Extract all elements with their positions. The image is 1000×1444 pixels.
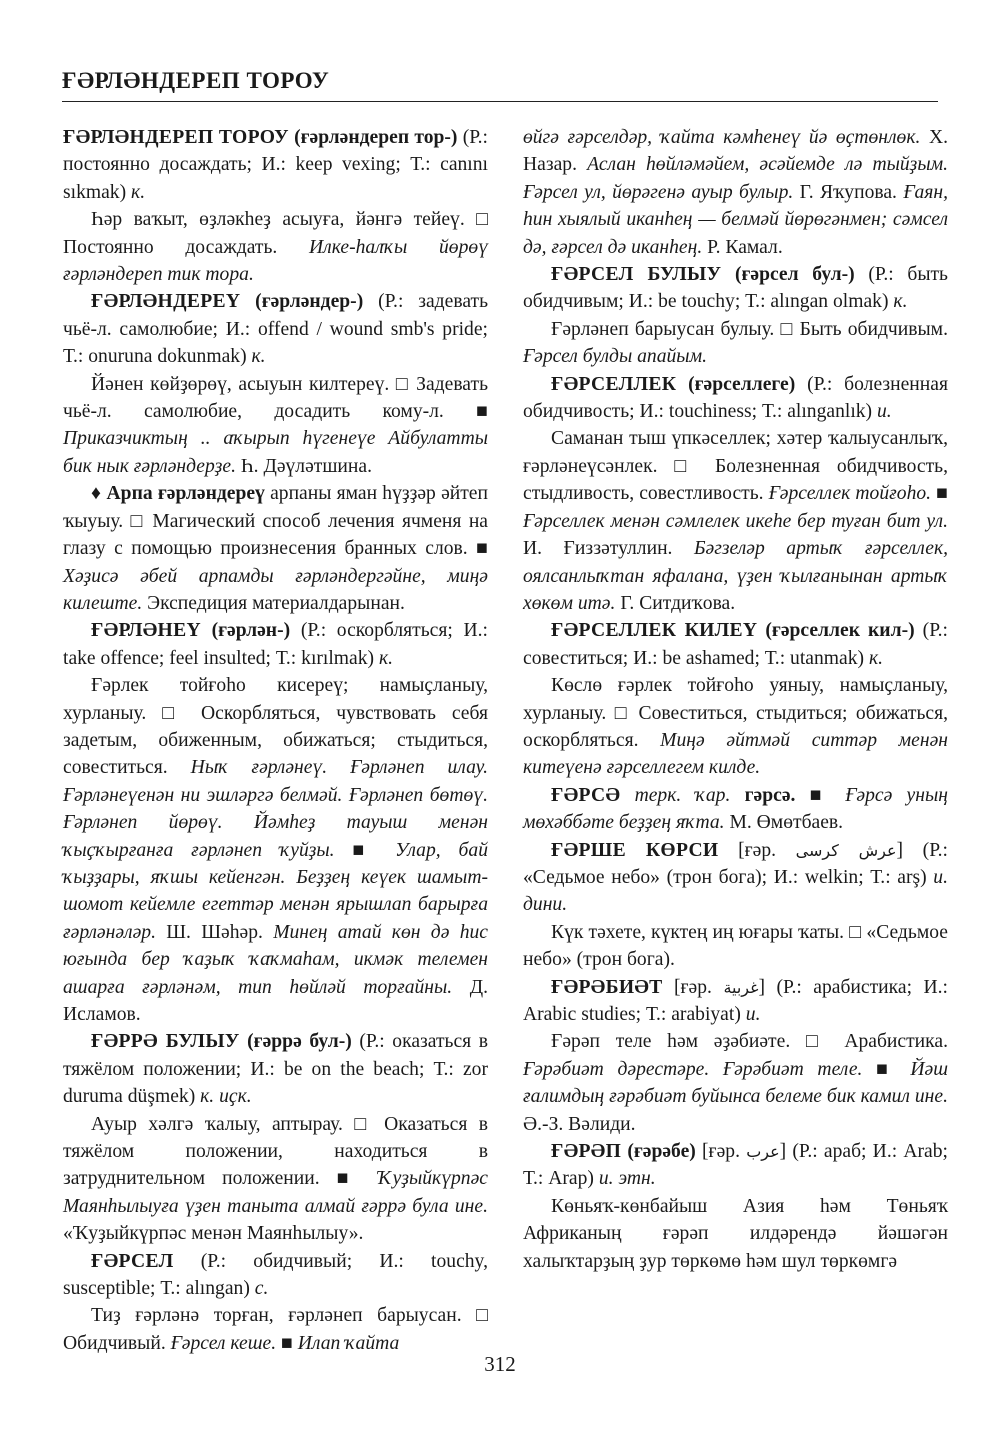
russian-definition: Быть обидчивым.: [799, 318, 948, 340]
headword: ҒӘРШЕ КӨРСИ: [551, 839, 719, 861]
grammar-label: к.: [868, 647, 884, 669]
etymology: [738, 840, 903, 861]
cross-reference: гәрсә.: [744, 784, 796, 806]
square-marker: □: [674, 455, 699, 477]
headword: ҒӘРСӘ: [551, 784, 621, 806]
etymology-close: ]: [779, 1141, 787, 1163]
source: Ә.-З. Вәлиди.: [523, 1113, 636, 1135]
example: Илке-һалҡы йөрөү ғәрләндереп тик тора.: [63, 236, 488, 286]
entry-garlandirep-torou: [63, 124, 488, 206]
translations: (Р.: араб; И.: Arab; Т.: Arap): [523, 1141, 948, 1190]
entry-garsa: [523, 782, 948, 837]
black-square-marker: ■: [352, 839, 378, 861]
headword: ҒӘРЛӘНДЕРЕП ТОРОУ: [63, 127, 289, 148]
definition-block: [523, 1028, 948, 1138]
headword: ҒӘРСЕЛЛЕК КИЛЕҮ: [551, 620, 758, 642]
translations: (Р.: постоянно досаждать; И.: keep vexing; Т.: canını sıkmak): [63, 127, 489, 203]
source: Х. Назар.: [523, 127, 948, 176]
grammar-label: к. иҫк.: [200, 1086, 252, 1108]
source: Г. Яҡупова.: [799, 181, 897, 203]
headword: ҒӘРСЕЛ: [91, 1250, 174, 1272]
translations: (Р.: совеститься; И.: be ashamed; Т.: utanmak): [523, 620, 948, 669]
square-marker: □: [805, 1031, 829, 1053]
etymology-close: ]: [758, 976, 766, 998]
source: Ш. Шәһәр.: [166, 921, 263, 943]
translations: (Р.: болезненная обидчивость; И.: touchiness; Т.: alınganlık): [523, 373, 948, 423]
etymology: [674, 977, 765, 998]
definition: Ауыр хәлгә ҡалыу, аптырау.: [91, 1113, 343, 1135]
definition: Һәр ваҡыт, өҙләкһеҙ асыуға, йәнгә тейеү.: [91, 209, 465, 231]
black-square-marker: ■: [876, 1058, 897, 1080]
black-square-marker: ■: [336, 1168, 361, 1190]
black-square-marker: ■: [476, 401, 488, 423]
definition: Ғәрәп теле һәм әҙәбиәте.: [551, 1031, 791, 1053]
etymology: [702, 1141, 786, 1162]
example: Ғәрсә уның мөхәббәте беҙҙең яҡта.: [523, 784, 948, 834]
headword-form: (ғәрлән-): [211, 620, 291, 642]
example: Бәгзеләр артыҡ ғәрселлек, оялсанлыҡтан яфалана, үҙен ҡылғанынан артыҡ хөкөм итә.: [523, 538, 949, 614]
headword-form: (ғәрләндер-): [255, 291, 364, 313]
example: Приказчиктың .. аҡырып һүгенеүе Айбулатты бик нык ғәрләндерҙе.: [63, 428, 488, 477]
square-marker: □: [162, 702, 186, 724]
source: Һ. Дәүләтшина.: [240, 455, 373, 477]
etymology-close: ]: [896, 839, 904, 861]
example: Хәҙисә әбей арпамды ғәрләндергәйне, миңә килеште.: [63, 565, 488, 614]
headword: ҒӘРЛӘНЕҮ: [91, 620, 201, 642]
definition: Ғәрлек тойғоһо кисереү; намыҫланыу, хурланыу.: [63, 675, 488, 724]
translations: (Р.: задевать чьё-л. самолюбие; И.: offend / wound smb's pride; Т.: onuruna dokunmak): [63, 291, 489, 368]
diamond-marker: ♦: [91, 483, 102, 505]
definition-block: [523, 1193, 948, 1275]
entry-garshe-korsi: [523, 837, 948, 919]
entry-garlaneu: [63, 617, 488, 672]
definition-block: [63, 371, 488, 481]
example: Аслан һөйләмәйем, әсәйемде лә тыйҙым. Ғәрсел ул, йөрәгенә ауыр булыр.: [523, 154, 948, 203]
square-marker: □: [354, 1113, 373, 1135]
example: Ғәрселлек тойғоһо.: [768, 483, 932, 505]
entry-garlandireu: [63, 288, 488, 370]
grammar-label: и. дини.: [523, 866, 948, 916]
black-square-marker: ■: [281, 1332, 293, 1354]
arabic-script: غربية: [723, 977, 759, 997]
translations: (Р.: оказаться в тяжёлом положении; И.: be on the beach; Т.: zor duruma düşmek): [63, 1031, 489, 1108]
example: Миңә әйтмәй ситтәр менән китеүенә ғәрселлегем килде.: [523, 729, 949, 779]
example: Ғәрселлек менән сәмлелек икеһе бер туған бит ул.: [523, 510, 948, 532]
black-square-marker: ■: [809, 784, 831, 806]
example: Ғәрсел кеше.: [170, 1332, 277, 1354]
square-marker: □: [476, 209, 488, 231]
headword-form: (ғәрсел бул-): [734, 264, 855, 286]
example: Илап ҡайта: [297, 1332, 400, 1354]
russian-definition: Оскорбляться, чувствовать себя задетым, обиженным, обижаться; стыдиться, совеститься.: [63, 702, 488, 779]
definition: Тиҙ ғәрләнә торған, ғәрләнеп барыусан.: [91, 1305, 462, 1327]
entry-garsellek: [523, 371, 948, 426]
source: Д. Исламов.: [63, 976, 488, 1025]
page-number: 312: [484, 1352, 516, 1376]
definition: Саманан тыш үпкәселлек; хәтер ҡалыусанлыҡ, ғәрләнеүсәнлек.: [523, 428, 948, 477]
right-column: [523, 124, 948, 1275]
entry-garabiat: [523, 974, 948, 1029]
source: Р. Камал.: [707, 236, 783, 258]
translations: (Р.: быть обидчивым; И.: be touchy; Т.: alıngan olmak): [523, 264, 948, 313]
entry-continuation: [523, 124, 948, 261]
example: Ғәрәбиәт дәрестәре. Ғәрәбиәт теле.: [523, 1058, 863, 1080]
grammar-label: и.: [877, 401, 892, 423]
headword-form: (ғәрселлеге): [688, 373, 796, 395]
example: Улар, бай ҡыҙҙары, яҡшы кейенгән. Беҙҙең кеүек шамыт-шомот кейемле егеттәр менән ярышлап барырға ғәрләнәләр.: [63, 839, 488, 943]
square-marker: □: [780, 318, 794, 340]
definition-block: [523, 919, 948, 974]
headword: ҒӘРӘБИӘТ: [551, 976, 663, 998]
definition: Күк тәхете, күктең иң юғары ҡаты.: [551, 921, 845, 943]
square-marker: □: [130, 510, 145, 532]
translations: (Р.: оскорбляться; И.: take offence; feel insulted; Т.: kırılmak): [63, 620, 488, 669]
definition-block: [523, 316, 948, 371]
head-rule: [62, 101, 938, 102]
example: Ҡуҙыйкүрпәс Маянһылыуға үҙен таныта алмай ғәррә була ине.: [63, 1168, 488, 1217]
headword: ҒӘРСЕЛЛЕК: [551, 373, 677, 395]
russian-definition: Постоянно досаждать.: [63, 236, 278, 258]
square-marker: □: [614, 702, 631, 724]
entry-garra-bulyu: [63, 1028, 488, 1110]
definition-block: [523, 672, 948, 782]
headword: ҒӘРӘП: [551, 1141, 622, 1163]
russian-definition: Задевать чьё-л. самолюбие, досадить кому-л.: [63, 373, 489, 423]
source: И. Ғиззәтуллин.: [523, 538, 673, 560]
headword-form: (ғәрләндереп тор-): [294, 127, 458, 148]
arabic-script: عرب: [746, 1142, 780, 1162]
square-marker: □: [395, 373, 410, 395]
entry-garsellek-kileu: [523, 617, 948, 672]
source: М. Өмөтбаев.: [729, 812, 844, 834]
example: Ғәрсел булды апайым.: [523, 346, 707, 368]
grammar-label: к.: [893, 291, 908, 313]
headword-form: (ғәрәбе): [627, 1141, 696, 1163]
example: Йәш ғалимдың ғәрәбиәт буйынса белеме бик камил ине.: [523, 1058, 949, 1108]
translations: (Р.: арабистика; И.: Arabic studies; Т.: arabiyat): [523, 976, 948, 1025]
running-head: ҒӘРЛӘНДЕРЕП ТОРОУ: [62, 68, 330, 93]
grammar-label: терк. ҡар.: [634, 784, 731, 806]
headword: ҒӘРСЕЛ БУЛЫУ: [551, 264, 722, 286]
russian-definition: Арабистика.: [844, 1031, 948, 1053]
headword: ҒӘРЛӘНДЕРЕҮ: [91, 291, 241, 313]
translations: (Р.: «Седьмое небо» (трон бога); И.: welkin; Т.: arş): [523, 839, 948, 888]
example: Минең атай көн дә һис юғында бер ҡаҙыҡ ҡаҡмаһам, икмәк телемен ашарға ғәрләнәм, тип һөйләй торғайны.: [63, 921, 488, 998]
etymology-label: [ғәр.: [702, 1141, 740, 1163]
russian-definition: Оказаться в тяжёлом положении, находиться в затруднительном положении.: [63, 1113, 489, 1190]
definition: арпаны яман һүҙҙәр әйтеп ҡыуыу.: [63, 483, 488, 532]
black-square-marker: ■: [936, 483, 948, 505]
translations: (Р.: обидчивый; И.: touchy, susceptible; Т.: alıngan): [63, 1250, 488, 1300]
entry-garap: [523, 1138, 948, 1193]
definition-block: [63, 672, 488, 1028]
source: «Ҡуҙыйкүрпәс менән Маянһылыу».: [63, 1223, 364, 1245]
square-marker: □: [476, 1305, 488, 1327]
black-square-marker: ■: [476, 538, 488, 560]
definition: Көслө ғәрлек тойғоһо уяныу, намыҫланыу, хурланыу.: [523, 675, 948, 724]
definition-block: [523, 425, 948, 617]
headword: ҒӘРРӘ БУЛЫУ: [91, 1031, 240, 1053]
definition-block: [63, 1302, 488, 1357]
etymology-label: [ғәр.: [674, 976, 712, 998]
example: Ғаян, һин хыялый иканһең — белмәй йөрөгәнмен; сәмсел дә, ғәрсел дә иканһең.: [523, 181, 948, 258]
entry-garsel-bulyu: [523, 261, 948, 316]
arabic-script: عرش كرسى: [795, 840, 897, 860]
headword-form: (ғәрселлек кил-): [765, 620, 915, 642]
idiom-headword: Арпа ғәрләндереү: [106, 483, 265, 505]
russian-definition: Магический способ лечения ячменя на глазу с помощью произнесения бранных слов.: [63, 510, 489, 560]
grammar-label: с.: [254, 1278, 269, 1300]
grammar-label: и. этн.: [598, 1168, 656, 1190]
idiom-block: [63, 480, 488, 617]
headword-form: (ғәррә бул-): [247, 1031, 352, 1053]
definition: Ғәрләнеп барыусан булыу.: [551, 318, 775, 340]
example: Ныҡ ғәрләнеү. Ғәрләнеп илау. Ғәрләнеүенән ни эшләргә белмәй. Ғәрләнеп бөтөү. Ғәрләнеп йөрөү. Йәмһеҙ тауыш менән ҡыҫҡырғанға ғәрләнеп ҡуйҙы.: [63, 757, 488, 861]
russian-definition: Обидчивый.: [63, 1332, 166, 1354]
entry-garsel: [63, 1248, 488, 1303]
definition-block: [63, 1111, 488, 1248]
definition: Йәнен көйҙөрөү, асыуын килтереү.: [91, 373, 390, 395]
square-marker: □: [849, 921, 862, 943]
grammar-label: к.: [131, 181, 146, 203]
etymology-label: [ғәр.: [738, 839, 777, 861]
definition: Көньяҡ-көнбайыш Азия һәм Төньяҡ Африканың ғәрәп илдәрендә йәшәгән халыҡтарҙың ҙур төркөмө һәм шул төркөмгә: [523, 1195, 948, 1272]
definition-block: [63, 206, 488, 288]
source: Экспедиция материалдарынан.: [147, 592, 405, 614]
russian-definition: «Седьмое небо» (трон бога).: [523, 921, 948, 971]
example: өйгә ғәрселдәр, ҡайта кәмһенеү йә өҫтөнлөк.: [523, 127, 921, 148]
russian-definition: Совеститься, стыдиться; обижаться, оскорбляться.: [523, 702, 949, 751]
left-column: [63, 124, 488, 1357]
grammar-label: к.: [251, 346, 266, 368]
grammar-label: и.: [745, 1004, 761, 1025]
source: Г. Ситдиҡова.: [620, 592, 736, 614]
grammar-label: к.: [378, 647, 394, 669]
russian-definition: Болезненная обидчивость, стыдливость, совестливость.: [523, 455, 948, 505]
